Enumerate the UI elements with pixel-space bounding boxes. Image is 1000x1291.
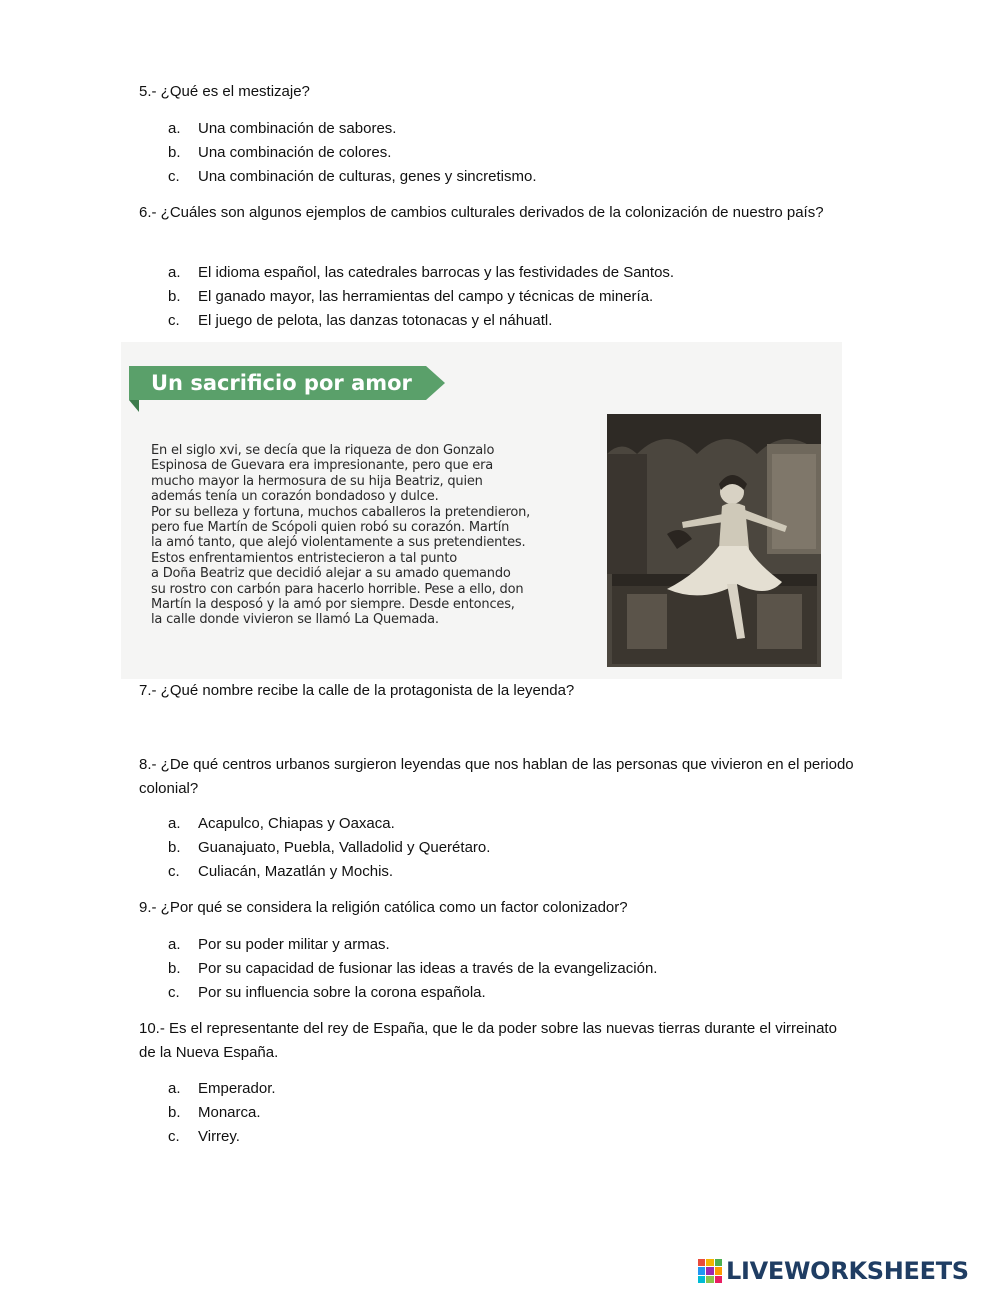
question-10: 10.- Es el representante del rey de España, que le da poder sobre las nuevas tierras durante el virreinato de la Nueva España. — [139, 1020, 837, 1061]
reading-title: Un sacrificio por amor — [151, 371, 412, 395]
option-letter: b. — [168, 960, 181, 977]
option-text: El ganado mayor, las herramientas del campo y técnicas de minería. — [198, 288, 654, 305]
reading-line: Por su belleza y fortuna, muchos caballeros la pretendieron, — [151, 504, 531, 520]
option-q5-a — [168, 117, 537, 141]
option-q5-b — [168, 141, 537, 165]
reading-text — [151, 443, 596, 628]
option-letter: a. — [168, 815, 181, 832]
option-text: Por su capacidad de fusionar las ideas a través de la evangelización. — [198, 960, 658, 977]
option-text: Acapulco, Chiapas y Oaxaca. — [198, 815, 395, 832]
option-text: Una combinación de colores. — [198, 144, 392, 161]
options-list-q9 — [168, 933, 657, 1005]
option-letter: c. — [168, 312, 180, 329]
option-letter: b. — [168, 1104, 181, 1121]
option-q8-b — [168, 836, 490, 860]
illustration-drawing — [607, 414, 821, 667]
option-letter: c. — [168, 168, 180, 185]
reading-line: Espinosa de Guevara era impresionante, pero que era — [151, 458, 494, 474]
option-q9-a — [168, 933, 657, 957]
option-q10-c — [168, 1125, 276, 1149]
legend-illustration — [607, 414, 821, 667]
options-list-q5 — [168, 117, 537, 189]
option-letter: a. — [168, 1080, 181, 1097]
reading-box — [121, 342, 842, 679]
option-letter: b. — [168, 288, 181, 305]
option-letter: c. — [168, 984, 180, 1001]
question-6: 6.- ¿Cuáles son algunos ejemplos de cambios culturales derivados de la colonización de nuestro país? — [139, 204, 824, 221]
option-text: Una combinación de culturas, genes y sincretismo. — [198, 168, 537, 185]
option-q6-b — [168, 285, 674, 309]
option-letter: c. — [168, 863, 180, 880]
option-letter: b. — [168, 144, 181, 161]
question-8: 8.- ¿De qué centros urbanos surgieron leyendas que nos hablan de las personas que vivieron en el periodo colonial? — [139, 756, 854, 797]
option-q9-b — [168, 957, 657, 981]
option-text: El juego de pelota, las danzas totonacas y el náhuatl. — [198, 312, 553, 329]
logo-text: LIVEWORKSHEETS — [726, 1257, 969, 1285]
options-list-q10 — [168, 1077, 276, 1149]
reading-line: pero fue Martín de Scópoli quien robó su corazón. Martín — [151, 520, 510, 536]
liveworksheets-logo[interactable] — [698, 1258, 969, 1284]
reading-line: mucho mayor la hermosura de su hija Beatriz, quien — [151, 473, 483, 489]
option-letter: c. — [168, 1128, 180, 1145]
option-q5-c — [168, 165, 537, 189]
reading-line: En el siglo xvi, se decía que la riqueza de don Gonzalo — [151, 443, 495, 458]
banner-fold — [129, 400, 139, 412]
reading-line: su rostro con carbón para hacerlo horrible. Pese a ello, don — [151, 581, 524, 597]
options-list-q6 — [168, 261, 674, 333]
question-9: 9.- ¿Por qué se considera la religión católica como un factor colonizador? — [139, 899, 628, 916]
option-q9-c — [168, 981, 657, 1005]
option-q10-a — [168, 1077, 276, 1101]
option-q6-c — [168, 309, 674, 333]
option-q6-a — [168, 261, 674, 285]
option-text: Por su poder militar y armas. — [198, 936, 390, 953]
reading-line: la amó tanto, que alejó violentamente a sus pretendientes. — [151, 535, 526, 551]
reading-line: la calle donde vivieron se llamó La Quemada. — [151, 612, 439, 628]
option-text: Virrey. — [198, 1128, 240, 1145]
question-5: 5.- ¿Qué es el mestizaje? — [139, 83, 310, 100]
option-text: Guanajuato, Puebla, Valladolid y Querétaro. — [198, 839, 491, 856]
option-q8-c — [168, 860, 490, 884]
option-text: Emperador. — [198, 1080, 276, 1097]
option-text: El idioma español, las catedrales barrocas y las festividades de Santos. — [198, 264, 675, 281]
question-7: 7.- ¿Qué nombre recibe la calle de la protagonista de la leyenda? — [139, 682, 575, 699]
reading-line: a Doña Beatriz que decidió alejar a su amado quemando — [151, 566, 511, 582]
option-text: Una combinación de sabores. — [198, 120, 397, 137]
option-letter: a. — [168, 936, 181, 953]
reading-line: Martín la desposó y la amó por siempre. Desde entonces, — [151, 597, 515, 613]
option-text: Culiacán, Mazatlán y Mochis. — [198, 863, 394, 880]
option-letter: b. — [168, 839, 181, 856]
reading-line: Estos enfrentamientos entristecieron a tal punto — [151, 550, 457, 566]
logo-grid-icon — [698, 1259, 722, 1283]
options-list-q8 — [168, 812, 490, 884]
option-q8-a — [168, 812, 490, 836]
option-q10-b — [168, 1101, 276, 1125]
option-letter: a. — [168, 120, 181, 137]
option-text: Por su influencia sobre la corona española. — [198, 984, 486, 1001]
reading-line: además tenía un corazón bondadoso y dulce. — [151, 489, 439, 505]
option-text: Monarca. — [198, 1104, 261, 1121]
option-letter: a. — [168, 264, 181, 281]
